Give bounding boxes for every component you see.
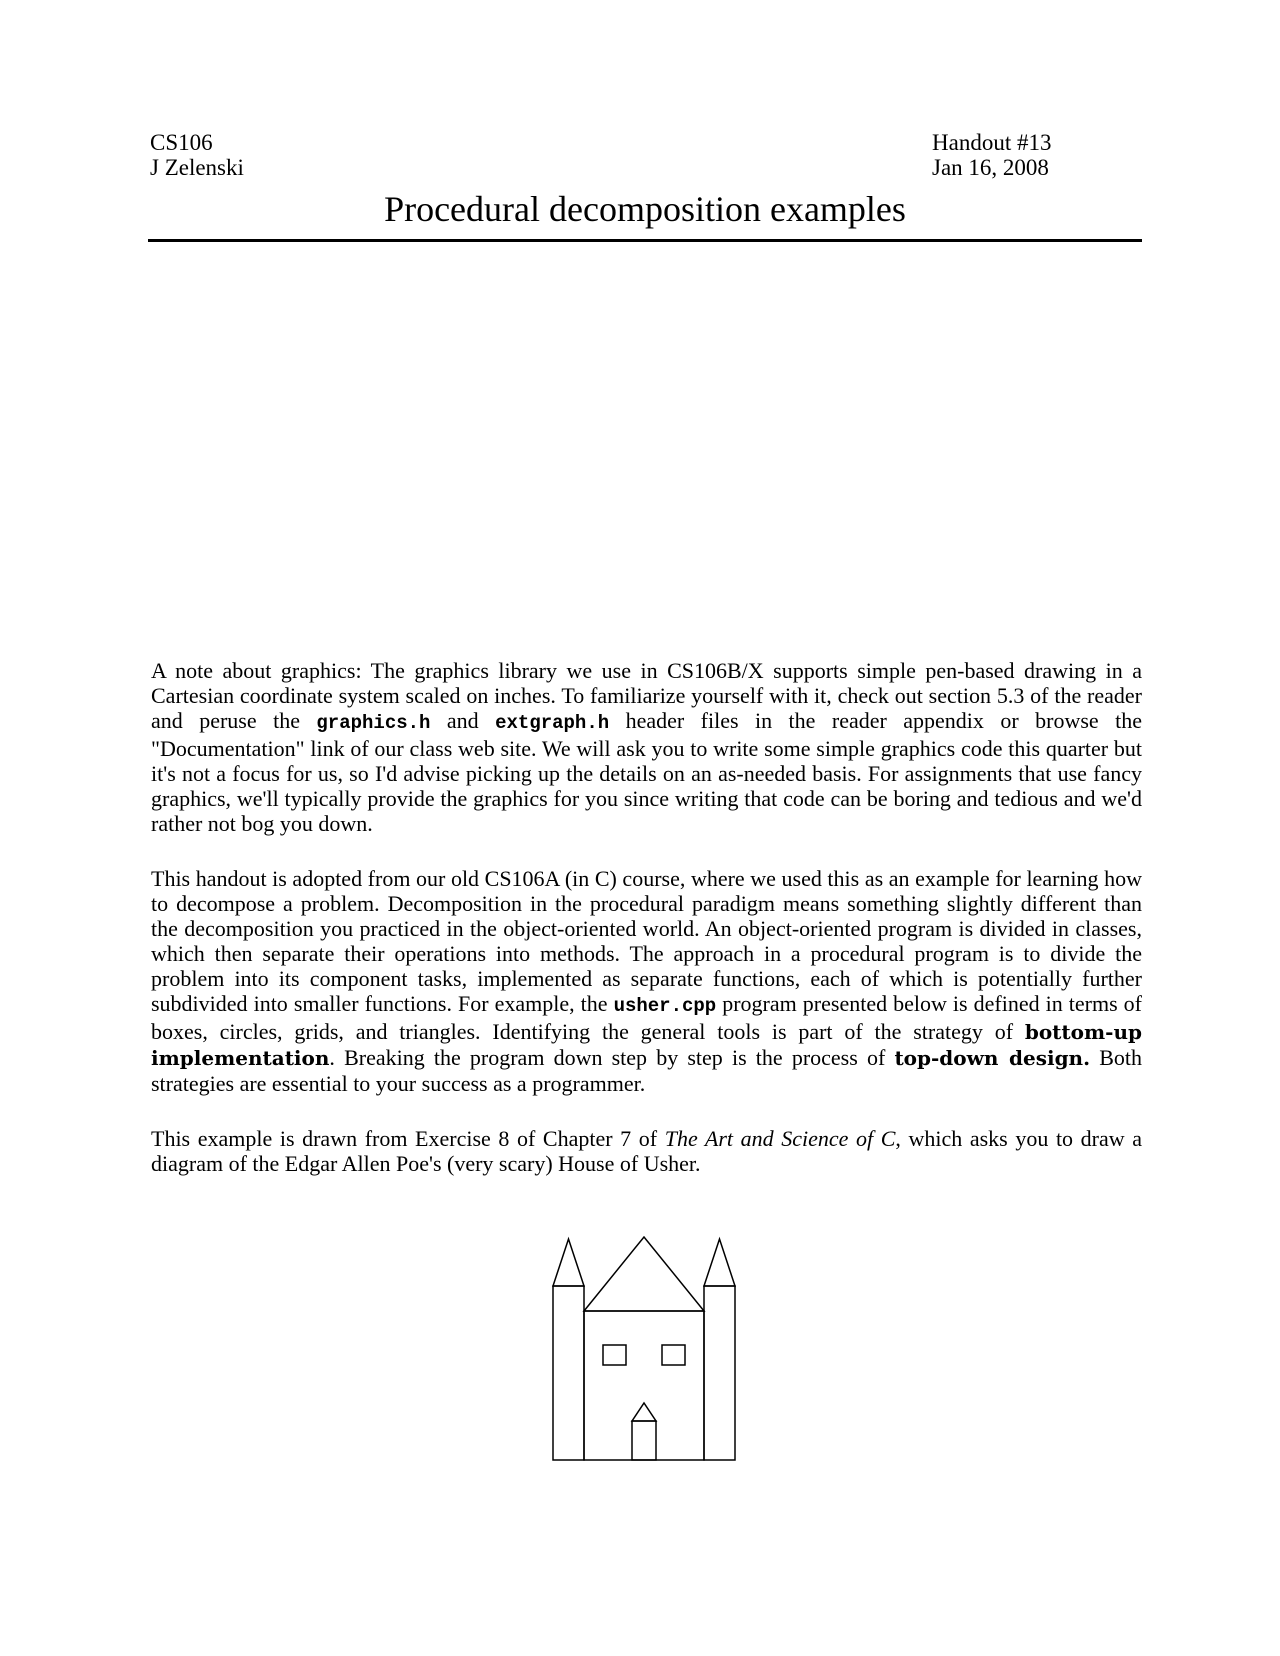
- title-rule: [148, 239, 1142, 242]
- handout-number: Handout #13: [932, 130, 1052, 155]
- body-text: [151, 658, 1142, 1206]
- code-graphics-h: graphics.h: [316, 712, 431, 734]
- right-window: [662, 1345, 685, 1365]
- door: [632, 1421, 656, 1460]
- paragraph-text: This handout is adopted from our old CS106A (in C) course, where we used this as an example for learning how to decompose a problem. Decomposition in the procedural paradigm means something slightly different than the decomposition you practiced in the object-oriented world. An object-oriented program is divided in classes, which then separate their operations into methods. The approach in a procedural program is to divide the problem into its component tasks, implemented as separate functions, each of which is potentially further subdivided into smaller functions. For example, the: [151, 866, 1142, 1016]
- paragraph-decomposition: [151, 866, 1142, 1096]
- bold-bottom-up: bottom-up implementation: [151, 1020, 1142, 1070]
- header-left: [150, 130, 244, 180]
- paragraph-text: Both strategies are essential to your success as a programmer.: [151, 1045, 1143, 1096]
- bold-top-down: top-down design.: [894, 1046, 1091, 1070]
- paragraph-text: . Breaking the program down step by step is the process of: [329, 1045, 895, 1070]
- main-house: [584, 1311, 704, 1460]
- author-name: J Zelenski: [150, 155, 244, 180]
- left-window: [603, 1345, 626, 1365]
- right-tower: [704, 1286, 735, 1460]
- left-tower-roof: [553, 1239, 584, 1286]
- code-usher-cpp: usher.cpp: [613, 995, 717, 1017]
- paragraph-text: , which asks you to draw a diagram of the Edgar Allen Poe's (very scary) House of Usher.: [151, 1126, 1143, 1176]
- main-roof: [584, 1237, 704, 1311]
- door-roof: [632, 1403, 656, 1421]
- header-right: [932, 130, 1051, 180]
- paragraph-text: This example is drawn from Exercise 8 of Chapter 7 of: [151, 1126, 665, 1151]
- paragraph-text: program presented below is defined in terms of boxes, circles, grids, and triangles. Identifying the general tools is part of the strategy of: [151, 991, 1142, 1044]
- house-of-usher-figure: [550, 1236, 740, 1462]
- left-tower: [553, 1286, 584, 1460]
- paragraph-text: and: [430, 708, 496, 733]
- course-code: CS106: [150, 130, 213, 155]
- code-extgraph-h: extgraph.h: [495, 712, 610, 734]
- handout-date: Jan 16, 2008: [932, 155, 1049, 180]
- right-tower-roof: [704, 1239, 735, 1286]
- paragraph-text: header files in the reader appendix or browse the "Documentation" link of our class web site. We will ask you to write some simple graphics code this quarter but it's not a focus for us, so I'd advise picking up the details on an as-needed basis. For assignments that use fancy graphics, we'll typically provide the graphics for you since writing that code can be boring and tedious and we'd rather not bog you down.: [151, 708, 1142, 836]
- book-title: The Art and Science of C: [664, 1126, 896, 1151]
- paragraph-text: A note about graphics: The graphics library we use in CS106B/X supports simple pen-based drawing in a Cartesian coordinate system scaled on inches. To familiarize yourself with it, check out section 5.3 of the reader and peruse the: [151, 658, 1142, 733]
- paragraph-graphics-note: [151, 658, 1142, 836]
- paragraph-example: [151, 1126, 1142, 1176]
- page-title: Procedural decomposition examples: [384, 189, 906, 229]
